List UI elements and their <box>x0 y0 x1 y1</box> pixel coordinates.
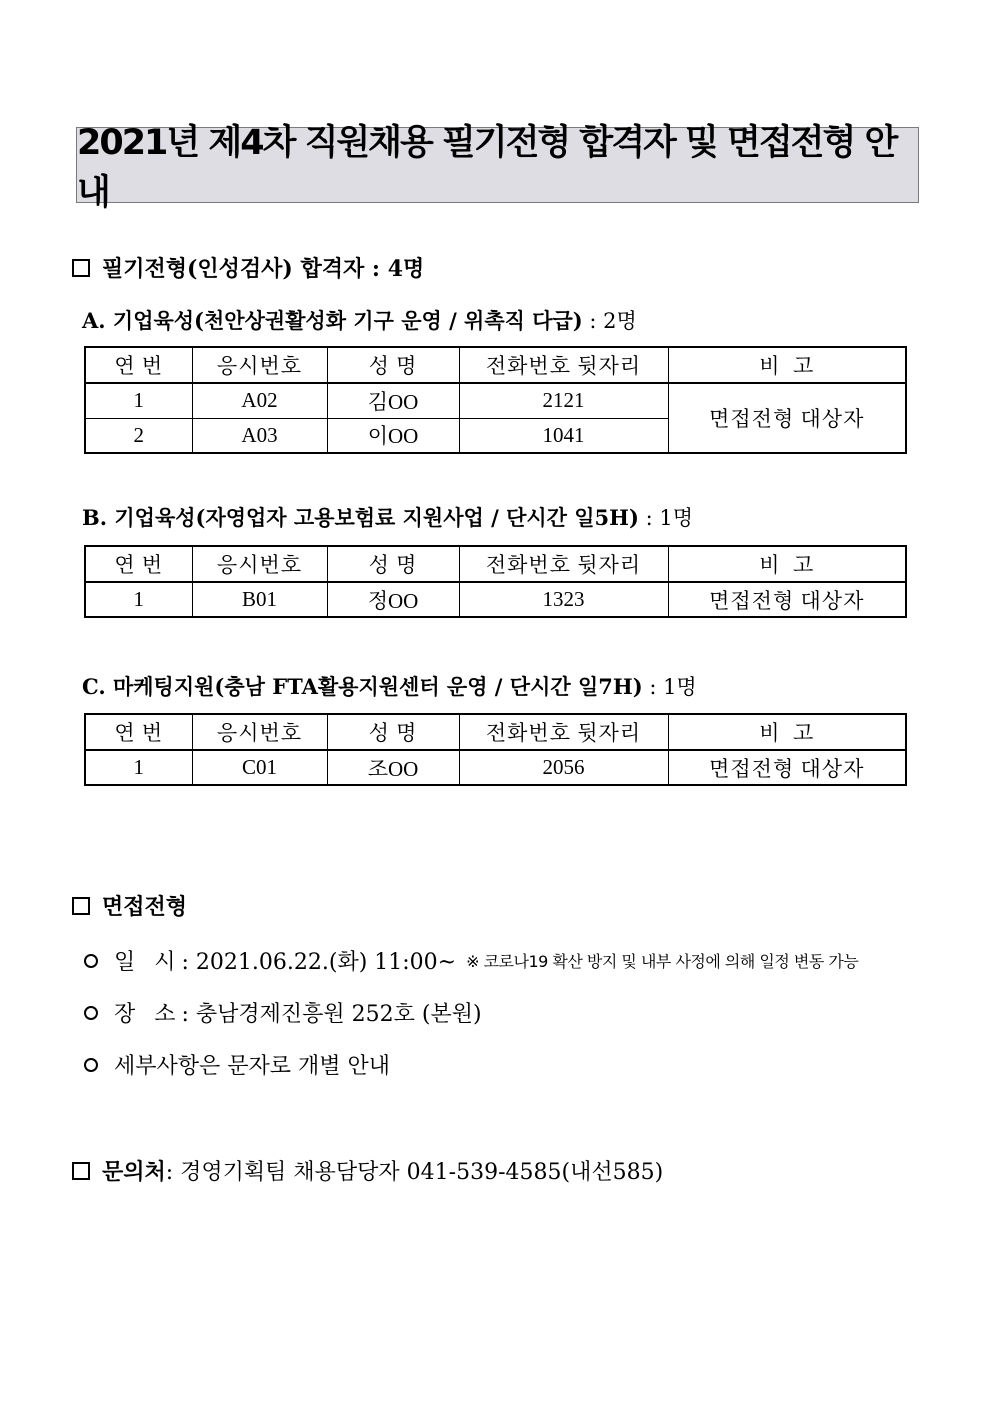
checkbox-square-icon <box>72 1162 90 1180</box>
cell-no: 2 <box>85 418 192 453</box>
cell-phone: 1323 <box>459 582 668 617</box>
interview-date <box>84 945 858 976</box>
col-no: 연 번 <box>85 546 192 582</box>
table-row <box>85 383 906 418</box>
section-c-count: : 1명 <box>642 675 697 699</box>
table-header-row <box>85 347 906 383</box>
interview-heading <box>72 890 187 921</box>
cell-no: 1 <box>85 383 192 418</box>
section-b-label <box>82 502 693 532</box>
col-remark: 비 고 <box>668 546 906 582</box>
interview-detail <box>84 1049 390 1080</box>
col-remark: 비 고 <box>668 714 906 750</box>
cell-phone: 2121 <box>459 383 668 418</box>
detail-text: 세부사항은 문자로 개별 안내 <box>114 1054 391 1079</box>
table-header-row <box>85 546 906 582</box>
cell-id: C01 <box>192 750 327 785</box>
col-id: 응시번호 <box>192 714 327 750</box>
section-a-title: A. 기업육성(천안상권활성화 기구 운영 / 위촉직 다급) <box>82 308 583 333</box>
interview-heading-text: 면접전형 <box>102 894 188 920</box>
col-id: 응시번호 <box>192 347 327 383</box>
col-phone: 전화번호 뒷자리 <box>459 546 668 582</box>
cell-id: A02 <box>192 383 327 418</box>
col-phone: 전화번호 뒷자리 <box>459 347 668 383</box>
section-b-table <box>84 545 907 618</box>
cell-id: B01 <box>192 582 327 617</box>
place-label: 장 소 <box>114 1002 182 1027</box>
col-name: 성 명 <box>327 546 459 582</box>
contact-value: : 경영기획팀 채용담당자 041-539-4585(내선585) <box>165 1160 664 1185</box>
section-c-label <box>82 671 697 701</box>
cell-no: 1 <box>85 582 192 617</box>
table-header-row <box>85 714 906 750</box>
date-note: ※ 코로나19 확산 방지 및 내부 사정에 의해 일정 변동 가능 <box>466 952 859 971</box>
col-name: 성 명 <box>327 714 459 750</box>
col-remark: 비 고 <box>668 347 906 383</box>
col-id: 응시번호 <box>192 546 327 582</box>
cell-id: A03 <box>192 418 327 453</box>
section-c-title: C. 마케팅지원(충남 FTA활용지원센터 운영 / 단시간 일7H) <box>82 674 643 699</box>
date-label: 일 시 <box>114 950 182 975</box>
cell-phone: 2056 <box>459 750 668 785</box>
place-value: : 충남경제진흥원 252호 (본원) <box>181 1002 482 1027</box>
circle-bullet-icon <box>84 1006 98 1020</box>
cell-remark: 면접전형 대상자 <box>668 383 906 453</box>
cell-name: 정OO <box>327 582 459 617</box>
checkbox-square-icon <box>72 259 90 277</box>
section-a-count: : 2명 <box>582 309 637 333</box>
cell-name: 조OO <box>327 750 459 785</box>
circle-bullet-icon <box>84 1058 98 1072</box>
table-row <box>85 582 906 617</box>
cell-no: 1 <box>85 750 192 785</box>
section-c-table <box>84 713 907 786</box>
contact <box>72 1155 663 1186</box>
page-title: 2021년 제4차 직원채용 필기전형 합격자 및 면접전형 안내 <box>76 127 919 203</box>
circle-bullet-icon <box>84 954 98 968</box>
cell-remark: 면접전형 대상자 <box>668 582 906 617</box>
cell-name: 김OO <box>327 383 459 418</box>
section-a-label <box>82 305 637 335</box>
checkbox-square-icon <box>72 897 90 915</box>
section-b-title: B. 기업육성(자영업자 고용보험료 지원사업 / 단시간 일5H) <box>82 505 639 530</box>
col-phone: 전화번호 뒷자리 <box>459 714 668 750</box>
cell-name: 이OO <box>327 418 459 453</box>
cell-remark: 면접전형 대상자 <box>668 750 906 785</box>
section-a-table <box>84 346 907 454</box>
date-value: : 2021.06.22.(화) 11:00~ <box>181 950 457 975</box>
contact-label: 문의처 <box>102 1159 166 1185</box>
section-b-count: : 1명 <box>638 506 694 530</box>
written-heading-text: 필기전형(인성검사) 합격자 : 4명 <box>102 256 425 282</box>
col-no: 연 번 <box>85 714 192 750</box>
table-row <box>85 750 906 785</box>
col-name: 성 명 <box>327 347 459 383</box>
col-no: 연 번 <box>85 347 192 383</box>
cell-phone: 1041 <box>459 418 668 453</box>
interview-place <box>84 997 482 1028</box>
written-heading <box>72 252 424 283</box>
